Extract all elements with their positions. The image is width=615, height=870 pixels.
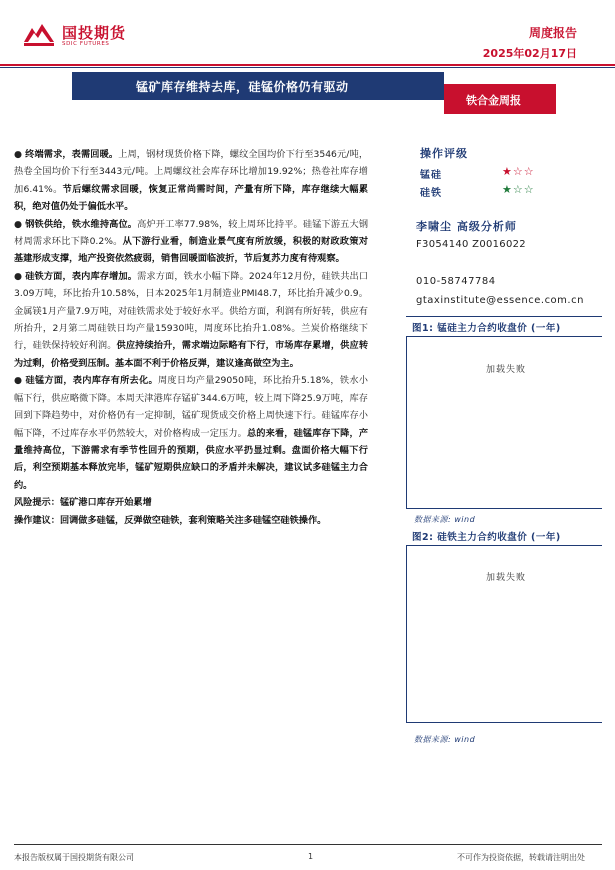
figure2-source: 数据来源: wind: [414, 735, 476, 744]
report-body: [14, 146, 368, 529]
sdic-logo-icon: [22, 22, 56, 48]
figure1-top-rule: [406, 316, 602, 317]
figure1-title: 图1: 锰硅主力合约收盘价 (一年): [412, 323, 561, 334]
analyst-phone: 010-58747784: [416, 276, 496, 287]
rating-stars-ferrosilicon: [502, 183, 535, 196]
series-label-box: [444, 84, 556, 114]
paragraph-ferrosilicon: ● 硅铁方面，表内库存增加。需求方面，铁水小幅下降。2024年12月份，硅铁共出口3.09万吨，环比抬升10.58%，日本2025年1月制造业PMI48.7，环比抬升减少0.9。金属镁1月产量7.9万吨，对硅铁需求处于较好水平。供给方面，利润有所好转，供应有所抬升，2月第二周硅铁日均产量15930吨，周度环比抬升1.08%。兰炭价格继续下行，硅铁保持较好利润。供应持续抬升，需求端边际略有下行，市场库存累增，供应转为过剩，价格受到压制。基本面不利于价格反弹，建议逢高做空为主。: [14, 270, 369, 369]
star-empty-icon: ☆☆: [512, 165, 535, 178]
company-logo: [22, 22, 152, 50]
footer-divider: [14, 844, 602, 845]
figure1-load-failed: 加载失败: [486, 365, 527, 375]
footer-disclaimer: 不可作为投资依据，转载请注明出处: [457, 853, 585, 862]
header-divider: [0, 62, 615, 70]
page-number: 1: [308, 852, 314, 861]
star-filled-icon: ★: [502, 165, 513, 178]
paragraph-steel-supply: ● 钢铁供给，铁水维持高位。高炉开工率77.98%，较上周环比持平。硅锰下游五大钢材周需求环比下降0.2%。从下游行业看，制造业景气度有所放缓，积极的财政政策对基建形成支撑，地产投资依然疲弱，销售回暖面临波折，节后复苏力度有待观察。: [14, 218, 369, 265]
figure1-left-border: [406, 336, 407, 508]
figure2-left-border: [406, 545, 407, 722]
figure2-title: 图2: 硅铁主力合约收盘价 (一年): [412, 532, 561, 543]
figure1-header-rule: [406, 336, 602, 337]
report-date: 2025年02月17日: [482, 47, 577, 60]
rating-title: 操作评级: [420, 147, 468, 160]
rating-name-ferrosilicon: 硅铁: [420, 188, 442, 199]
risk-warning: 风险提示：锰矿港口库存开始累增: [14, 497, 152, 509]
figure2-header-rule: [406, 545, 602, 546]
paragraph-terminal-demand: ● 终端需求，表需回暖。上周，钢材现货价格下降，螺纹全国均价下行至3546元/吨，热卷全国均价下行至3443元/吨。上周螺纹社会库存环比增加19.92%；热卷社库存增加6.41%。节后螺纹需求回暖，恢复正常尚需时间，产量有所下降，库存继续大幅累积，绝对值仍处于偏低水平。: [14, 149, 369, 213]
analyst-certificate: F3054140 Z0016022: [416, 239, 526, 250]
series-label: 铁合金周报: [466, 94, 521, 107]
rating-name-silicomanganese: 锰硅: [420, 170, 442, 181]
report-type: 周度报告: [528, 26, 577, 40]
analyst-name: 李啸尘 高级分析师: [416, 220, 517, 233]
logo-text-cn: 国投期货: [62, 24, 127, 42]
paragraph-silicomanganese: ● 硅锰方面，表内库存有所去化。周度日均产量29050吨，环比抬升5.18%，铁水小幅下行，供应略微下降。本周天津港库存锰矿344.6万吨，较上周下降25.9万吨，库存回到下降趋势中，对价格仍有一定抑制，锰矿现货成交价格上周快速下行。硅锰库存小幅下降，不过库存水平仍然较大，对价格构成一定压力。总的来看，硅锰库存下降，产量维持高位，下游需求有季节性回升的预期，供应水平扔显过剩。盘面价格大幅下行后，利空预期基本释放完毕，锰矿短期供应缺口的矛盾并未解决，建议试多硅锰主力合约。: [14, 375, 369, 491]
figure2-load-failed: 加载失败: [486, 573, 527, 583]
star-filled-icon: ★: [502, 183, 513, 196]
report-title: 锰矿库存维持去库，硅锰价格仍有驱动: [136, 80, 349, 94]
figure2-bottom-rule: [406, 722, 602, 723]
figure1-bottom-rule: [406, 508, 602, 509]
rating-stars-silicomanganese: [502, 165, 535, 178]
figure1-source: 数据来源: wind: [414, 515, 476, 524]
logo-text-en: SDIC FUTURES: [62, 41, 110, 47]
operation-advice: 操作建议：回调做多硅锰，反弹做空硅铁，套利策略关注多硅锰空硅铁操作。: [14, 514, 327, 526]
footer-copyright: 本报告版权属于国投期货有限公司: [14, 853, 134, 862]
report-title-band: [72, 72, 444, 100]
analyst-email: gtaxinstitute@essence.com.cn: [416, 295, 584, 306]
star-empty-icon: ☆☆: [512, 183, 535, 196]
